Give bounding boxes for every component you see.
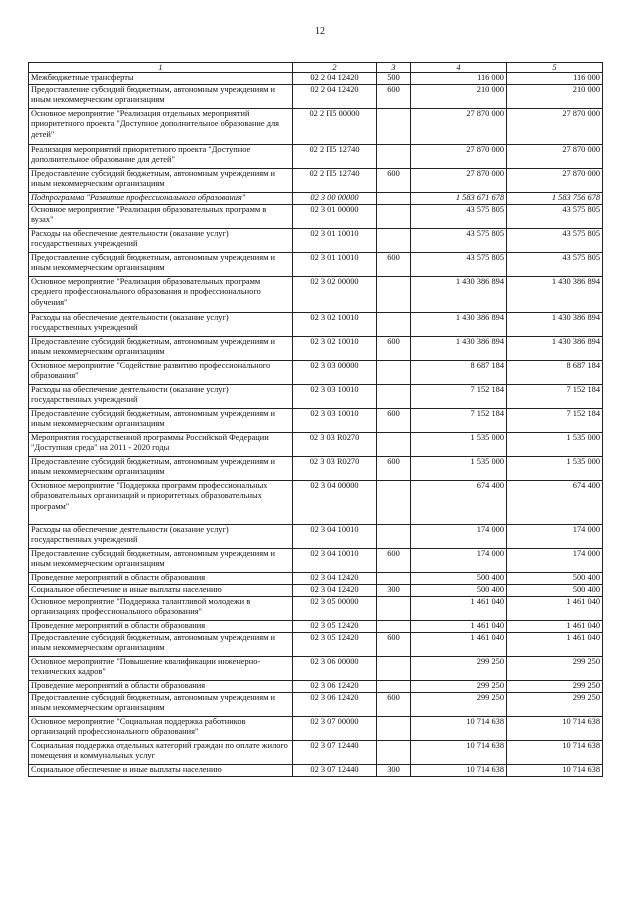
amount-year2-cell: 1 535 000 (507, 457, 603, 481)
item-name-cell: Межбюджетные трансферты (29, 73, 293, 85)
amount-year1-cell: 1 461 040 (411, 597, 507, 621)
item-name-cell: Проведение мероприятий в области образования (29, 681, 293, 693)
table-row (29, 337, 603, 361)
amount-year2-cell: 7 152 184 (507, 409, 603, 433)
target-code-cell: 02 3 06 12420 (293, 693, 377, 717)
target-code-cell: 02 3 03 10010 (293, 409, 377, 433)
target-code-cell: 02 3 04 00000 (293, 481, 377, 525)
item-name-cell: Основное мероприятие "Реализация образовательных программ среднего профессионального образования и профессионального обучения" (29, 277, 293, 313)
target-code-cell: 02 3 04 10010 (293, 549, 377, 573)
amount-year2-cell: 27 870 000 (507, 169, 603, 193)
column-number-cell: 3 (377, 63, 411, 73)
amount-year1-cell: 500 400 (411, 573, 507, 585)
amount-year2-cell: 299 250 (507, 657, 603, 681)
amount-year1-cell: 1 430 386 894 (411, 277, 507, 313)
table-row (29, 253, 603, 277)
amount-year1-cell: 7 152 184 (411, 409, 507, 433)
expense-type-cell (377, 385, 411, 409)
amount-year2-cell: 210 000 (507, 85, 603, 109)
table-row (29, 717, 603, 741)
target-code-cell: 02 3 01 10010 (293, 253, 377, 277)
table-row (29, 549, 603, 573)
expense-type-cell: 600 (377, 85, 411, 109)
amount-year2-cell: 1 461 040 (507, 633, 603, 657)
item-name-cell: Расходы на обеспечение деятельности (оказание услуг) государственных учреждений (29, 525, 293, 549)
column-number-cell: 5 (507, 63, 603, 73)
amount-year1-cell: 1 461 040 (411, 621, 507, 633)
expense-type-cell (377, 205, 411, 229)
amount-year1-cell: 43 575 805 (411, 205, 507, 229)
expense-type-cell: 300 (377, 765, 411, 777)
table-row (29, 409, 603, 433)
amount-year1-cell: 1 535 000 (411, 433, 507, 457)
expense-type-cell: 600 (377, 693, 411, 717)
target-code-cell: 02 2 П5 12740 (293, 145, 377, 169)
amount-year2-cell: 299 250 (507, 693, 603, 717)
target-code-cell: 02 3 03 R0270 (293, 433, 377, 457)
target-code-cell: 02 3 03 10010 (293, 385, 377, 409)
item-name-cell: Социальное обеспечение и иные выплаты населению (29, 585, 293, 597)
target-code-cell: 02 3 02 10010 (293, 313, 377, 337)
expense-type-cell: 600 (377, 337, 411, 361)
item-name-cell: Проведение мероприятий в области образования (29, 573, 293, 585)
expense-type-cell (377, 717, 411, 741)
table-row (29, 573, 603, 585)
expense-type-cell (377, 657, 411, 681)
item-name-cell: Подпрограмма "Развитие профессионального образования" (29, 193, 293, 205)
target-code-cell: 02 3 05 12420 (293, 621, 377, 633)
amount-year2-cell: 27 870 000 (507, 109, 603, 145)
item-name-cell: Расходы на обеспечение деятельности (оказание услуг) государственных учреждений (29, 385, 293, 409)
table-row (29, 657, 603, 681)
table-row (29, 693, 603, 717)
amount-year1-cell: 10 714 638 (411, 717, 507, 741)
amount-year1-cell: 8 687 184 (411, 361, 507, 385)
amount-year1-cell: 299 250 (411, 681, 507, 693)
table-row (29, 633, 603, 657)
expense-type-cell: 600 (377, 457, 411, 481)
target-code-cell: 02 3 05 12420 (293, 633, 377, 657)
amount-year1-cell: 10 714 638 (411, 765, 507, 777)
item-name-cell: Проведение мероприятий в области образования (29, 621, 293, 633)
amount-year2-cell: 1 535 000 (507, 433, 603, 457)
amount-year2-cell: 174 000 (507, 525, 603, 549)
expense-type-cell (377, 361, 411, 385)
amount-year2-cell: 500 400 (507, 573, 603, 585)
table-row (29, 109, 603, 145)
amount-year1-cell: 1 430 386 894 (411, 337, 507, 361)
amount-year1-cell: 210 000 (411, 85, 507, 109)
amount-year1-cell: 27 870 000 (411, 169, 507, 193)
table-row (29, 681, 603, 693)
amount-year1-cell: 174 000 (411, 525, 507, 549)
amount-year2-cell: 8 687 184 (507, 361, 603, 385)
target-code-cell: 02 3 04 10010 (293, 525, 377, 549)
item-name-cell: Основное мероприятие "Повышение квалификации инженерно-технических кадров" (29, 657, 293, 681)
table-row (29, 525, 603, 549)
item-name-cell: Реализация мероприятий приоритетного проекта "Доступное дополнительное образование для детей" (29, 145, 293, 169)
table-row (29, 193, 603, 205)
amount-year1-cell: 27 870 000 (411, 109, 507, 145)
target-code-cell: 02 3 02 10010 (293, 337, 377, 361)
budget-table (28, 62, 603, 777)
table-row (29, 277, 603, 313)
column-number-cell: 4 (411, 63, 507, 73)
table-row (29, 597, 603, 621)
table-row (29, 205, 603, 229)
item-name-cell: Социальная поддержка отдельных категорий граждан по оплате жилого помещения и коммунальных услуг (29, 741, 293, 765)
amount-year2-cell: 674 400 (507, 481, 603, 525)
amount-year1-cell: 500 400 (411, 585, 507, 597)
target-code-cell: 02 2 04 12420 (293, 85, 377, 109)
table-row (29, 741, 603, 765)
amount-year2-cell: 43 575 805 (507, 205, 603, 229)
column-number-row (29, 63, 603, 73)
amount-year2-cell: 1 430 386 894 (507, 277, 603, 313)
amount-year2-cell: 1 461 040 (507, 621, 603, 633)
target-code-cell: 02 3 03 R0270 (293, 457, 377, 481)
expense-type-cell: 600 (377, 169, 411, 193)
expense-type-cell (377, 525, 411, 549)
table-row (29, 481, 603, 525)
item-name-cell: Предоставление субсидий бюджетным, автономным учреждениям и иным некоммерческим организациям (29, 253, 293, 277)
expense-type-cell (377, 741, 411, 765)
page-number: 12 (315, 26, 325, 37)
item-name-cell: Социальное обеспечение и иные выплаты населению (29, 765, 293, 777)
item-name-cell: Основное мероприятие "Реализация образовательных программ в вузах" (29, 205, 293, 229)
expense-type-cell (377, 193, 411, 205)
item-name-cell: Основное мероприятие "Социальная поддержка работников организаций профессионального образования" (29, 717, 293, 741)
item-name-cell: Мероприятия государственной программы Российской Федерации "Доступная среда" на 2011 - 2020 годы (29, 433, 293, 457)
target-code-cell: 02 3 06 00000 (293, 657, 377, 681)
item-name-cell: Предоставление субсидий бюджетным, автономным учреждениям и иным некоммерческим организациям (29, 549, 293, 573)
item-name-cell: Предоставление субсидий бюджетным, автономным учреждениям и иным некоммерческим организациям (29, 337, 293, 361)
expense-type-cell (377, 481, 411, 525)
target-code-cell: 02 3 02 00000 (293, 277, 377, 313)
amount-year2-cell: 1 430 386 894 (507, 313, 603, 337)
table-row (29, 457, 603, 481)
amount-year2-cell: 43 575 805 (507, 229, 603, 253)
amount-year1-cell: 299 250 (411, 657, 507, 681)
amount-year2-cell: 299 250 (507, 681, 603, 693)
expense-type-cell (377, 109, 411, 145)
target-code-cell: 02 2 П5 00000 (293, 109, 377, 145)
table-row (29, 765, 603, 777)
item-name-cell: Основное мероприятие "Поддержка талантливой молодежи в организациях профессионального образования" (29, 597, 293, 621)
column-number-cell: 1 (29, 63, 293, 73)
table-row (29, 145, 603, 169)
table-row (29, 313, 603, 337)
amount-year2-cell: 10 714 638 (507, 741, 603, 765)
amount-year2-cell: 174 000 (507, 549, 603, 573)
amount-year1-cell: 27 870 000 (411, 145, 507, 169)
target-code-cell: 02 2 04 12420 (293, 73, 377, 85)
table-row (29, 585, 603, 597)
amount-year1-cell: 10 714 638 (411, 741, 507, 765)
amount-year2-cell: 116 000 (507, 73, 603, 85)
item-name-cell: Расходы на обеспечение деятельности (оказание услуг) государственных учреждений (29, 229, 293, 253)
target-code-cell: 02 3 07 00000 (293, 717, 377, 741)
amount-year2-cell: 27 870 000 (507, 145, 603, 169)
item-name-cell: Предоставление субсидий бюджетным, автономным учреждениям и иным некоммерческим организациям (29, 693, 293, 717)
amount-year1-cell: 299 250 (411, 693, 507, 717)
expense-type-cell (377, 433, 411, 457)
amount-year2-cell: 1 430 386 894 (507, 337, 603, 361)
amount-year2-cell: 10 714 638 (507, 717, 603, 741)
expense-type-cell (377, 621, 411, 633)
table-row (29, 621, 603, 633)
item-name-cell: Основное мероприятие "Поддержка программ профессиональных образовательных организаций и приоритетных образовательных программ" (29, 481, 293, 525)
table-row (29, 385, 603, 409)
target-code-cell: 02 3 01 00000 (293, 205, 377, 229)
expense-type-cell: 600 (377, 253, 411, 277)
expense-type-cell: 600 (377, 549, 411, 573)
item-name-cell: Предоставление субсидий бюджетным, автономным учреждениям и иным некоммерческим организациям (29, 409, 293, 433)
table-row (29, 361, 603, 385)
expense-type-cell: 500 (377, 73, 411, 85)
column-number-cell: 2 (293, 63, 377, 73)
table-row (29, 169, 603, 193)
amount-year1-cell: 43 575 805 (411, 229, 507, 253)
expense-type-cell: 600 (377, 409, 411, 433)
target-code-cell: 02 3 04 12420 (293, 573, 377, 585)
item-name-cell: Предоставление субсидий бюджетным, автономным учреждениям и иным некоммерческим организациям (29, 457, 293, 481)
amount-year1-cell: 7 152 184 (411, 385, 507, 409)
amount-year2-cell: 1 583 756 678 (507, 193, 603, 205)
expense-type-cell (377, 145, 411, 169)
target-code-cell: 02 3 04 12420 (293, 585, 377, 597)
target-code-cell: 02 3 00 00000 (293, 193, 377, 205)
amount-year2-cell: 1 461 040 (507, 597, 603, 621)
table-row (29, 85, 603, 109)
target-code-cell: 02 2 П5 12740 (293, 169, 377, 193)
expense-type-cell (377, 597, 411, 621)
amount-year1-cell: 43 575 805 (411, 253, 507, 277)
amount-year2-cell: 43 575 805 (507, 253, 603, 277)
item-name-cell: Предоставление субсидий бюджетным, автономным учреждениям и иным некоммерческим организациям (29, 85, 293, 109)
expense-type-cell: 300 (377, 585, 411, 597)
expense-type-cell: 600 (377, 633, 411, 657)
item-name-cell: Расходы на обеспечение деятельности (оказание услуг) государственных учреждений (29, 313, 293, 337)
expense-type-cell (377, 229, 411, 253)
target-code-cell: 02 3 03 00000 (293, 361, 377, 385)
item-name-cell: Основное мероприятие "Содействие развитию профессионального образования" (29, 361, 293, 385)
amount-year1-cell: 116 000 (411, 73, 507, 85)
amount-year1-cell: 1 430 386 894 (411, 313, 507, 337)
target-code-cell: 02 3 01 10010 (293, 229, 377, 253)
amount-year1-cell: 1 461 040 (411, 633, 507, 657)
table-row (29, 73, 603, 85)
amount-year1-cell: 174 000 (411, 549, 507, 573)
table-row (29, 433, 603, 457)
amount-year2-cell: 500 400 (507, 585, 603, 597)
expense-type-cell (377, 313, 411, 337)
target-code-cell: 02 3 06 12420 (293, 681, 377, 693)
expense-type-cell (377, 277, 411, 313)
expense-type-cell (377, 573, 411, 585)
item-name-cell: Основное мероприятие "Реализация отдельных мероприятий приоритетного проекта "Доступное дополнительное образование для детей" (29, 109, 293, 145)
amount-year1-cell: 1 535 000 (411, 457, 507, 481)
item-name-cell: Предоставление субсидий бюджетным, автономным учреждениям и иным некоммерческим организациям (29, 169, 293, 193)
amount-year2-cell: 7 152 184 (507, 385, 603, 409)
target-code-cell: 02 3 07 12440 (293, 741, 377, 765)
target-code-cell: 02 3 07 12440 (293, 765, 377, 777)
expense-type-cell (377, 681, 411, 693)
item-name-cell: Предоставление субсидий бюджетным, автономным учреждениям и иным некоммерческим организациям (29, 633, 293, 657)
amount-year2-cell: 10 714 638 (507, 765, 603, 777)
target-code-cell: 02 3 05 00000 (293, 597, 377, 621)
amount-year1-cell: 1 583 671 678 (411, 193, 507, 205)
table-row (29, 229, 603, 253)
amount-year1-cell: 674 400 (411, 481, 507, 525)
